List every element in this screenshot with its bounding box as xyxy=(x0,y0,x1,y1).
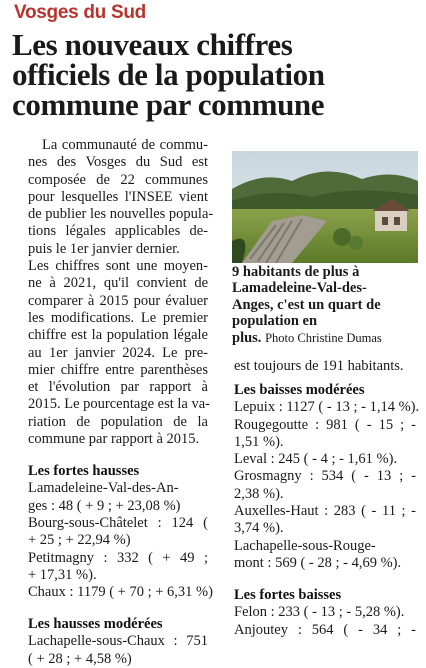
text-line: + 25 ; + 22,94 %) xyxy=(28,532,131,549)
photo-credit: Photo Christine Dumas xyxy=(265,330,382,345)
text-line: chiffre est la population légale xyxy=(28,327,208,344)
caption-line: Anges, c'est un quart de xyxy=(232,296,381,313)
text-line: Anjoutey : 564 ( - 34 ; - xyxy=(234,621,416,638)
subheading: Les baisses modérées xyxy=(234,382,365,399)
text-line: Chaux : 1179 ( + 70 ; + 6,31 %) xyxy=(28,584,213,601)
text-line: composée de 22 communes xyxy=(28,171,208,188)
fortes-hausses-block xyxy=(28,462,213,601)
text-line: 1,51 %). xyxy=(234,433,284,450)
caption-line: plus. xyxy=(232,329,262,346)
text-line: 3,74 %). xyxy=(234,520,284,537)
right-column xyxy=(234,358,420,639)
text-line: mier chiffre entre parenthèses xyxy=(28,361,208,378)
body-paragraph xyxy=(28,258,208,448)
text-line: Grosmagny : 534 ( - 13 ; - xyxy=(234,468,416,485)
text-line: riation de population de la xyxy=(28,413,208,430)
text-line: ges : 48 ( + 9 ; + 23,08 %) xyxy=(28,497,181,514)
text-line: 2,38 %). xyxy=(234,485,284,502)
text-line: puis le 1er janvier dernier. xyxy=(28,240,180,257)
text-line: Petitmagny : 332 ( + 49 ; xyxy=(28,549,208,566)
subheading: Les hausses modérées xyxy=(28,616,163,633)
text-line: Auxelles-Haut : 283 ( - 11 ; - xyxy=(234,503,416,520)
baisses-moderees-block xyxy=(234,381,420,572)
village-photo xyxy=(232,151,418,263)
caption-line: 9 habitants de plus à xyxy=(232,264,360,280)
subheading: Les fortes baisses xyxy=(234,587,342,604)
text-line: Bourg-sous-Châtelet : 124 ( xyxy=(28,514,208,531)
section-label: Vosges du Sud xyxy=(14,2,146,23)
headline-line: commune par commune xyxy=(12,87,325,122)
text-line: nes des Vosges du Sud est xyxy=(28,154,208,171)
text-line: de publier les nouvelles popula- xyxy=(28,206,214,223)
text-line: ( + 28 ; + 4,58 %) xyxy=(28,650,132,667)
text-line: La communauté de commu- xyxy=(42,137,208,153)
text-line: Lachapelle-sous-Rouge- xyxy=(234,537,376,554)
text-line: comparer à 2015 pour évaluer xyxy=(28,292,208,309)
text-line: tions légales applicables de- xyxy=(28,223,208,240)
fortes-baisses-block xyxy=(234,586,416,639)
photo-image-icon xyxy=(232,151,418,263)
headline-line: officiels de la population xyxy=(12,57,325,92)
photo-caption xyxy=(232,264,422,346)
text-line: Lepuix : 1127 ( - 13 ; - 1,14 %). xyxy=(234,399,420,416)
text-line: ne à 2021, qu'il convient de xyxy=(28,275,208,292)
text-line: Lamadeleine-Val-des-An- xyxy=(28,480,179,497)
text-line: et l'évolution par rapport à xyxy=(28,379,208,396)
caption-line: Lamadeleine-Val-des- xyxy=(232,280,367,297)
text-line: + 17,31 %). xyxy=(28,566,97,583)
text-line: au 1er janvier 2024. Le pre- xyxy=(28,344,208,361)
text-line: pour lesquelles l'INSEE vient xyxy=(28,188,208,205)
headline-line: Les nouveaux chiffres xyxy=(12,27,293,62)
left-column xyxy=(28,137,214,668)
text-line: 2015. Le pourcentage est la va- xyxy=(28,396,210,413)
text-line: commune par rapport à 2015. xyxy=(28,431,200,448)
text-line: Rougegoutte : 981 ( - 15 ; - xyxy=(234,416,416,433)
text-line: les modifications. Le premier xyxy=(28,309,208,326)
caption-line: population en xyxy=(232,313,318,330)
text-line: Les chiffres sont une moyen- xyxy=(28,258,208,275)
text-line: mont : 569 ( - 28 ; - 4,69 %). xyxy=(234,554,402,571)
text-line: est toujours de 191 habitants. xyxy=(234,358,404,374)
subheading: Les fortes hausses xyxy=(28,463,140,480)
text-line: Lachapelle-sous-Chaux : 751 xyxy=(28,633,208,650)
text-line: Felon : 233 ( - 13 ; - 5,28 %). xyxy=(234,604,405,621)
hausses-moderees-block xyxy=(28,615,208,668)
intro-paragraph xyxy=(28,137,214,258)
text-line: Leval : 245 ( - 4 ; - 1,61 %). xyxy=(234,451,398,468)
headline xyxy=(12,27,417,122)
